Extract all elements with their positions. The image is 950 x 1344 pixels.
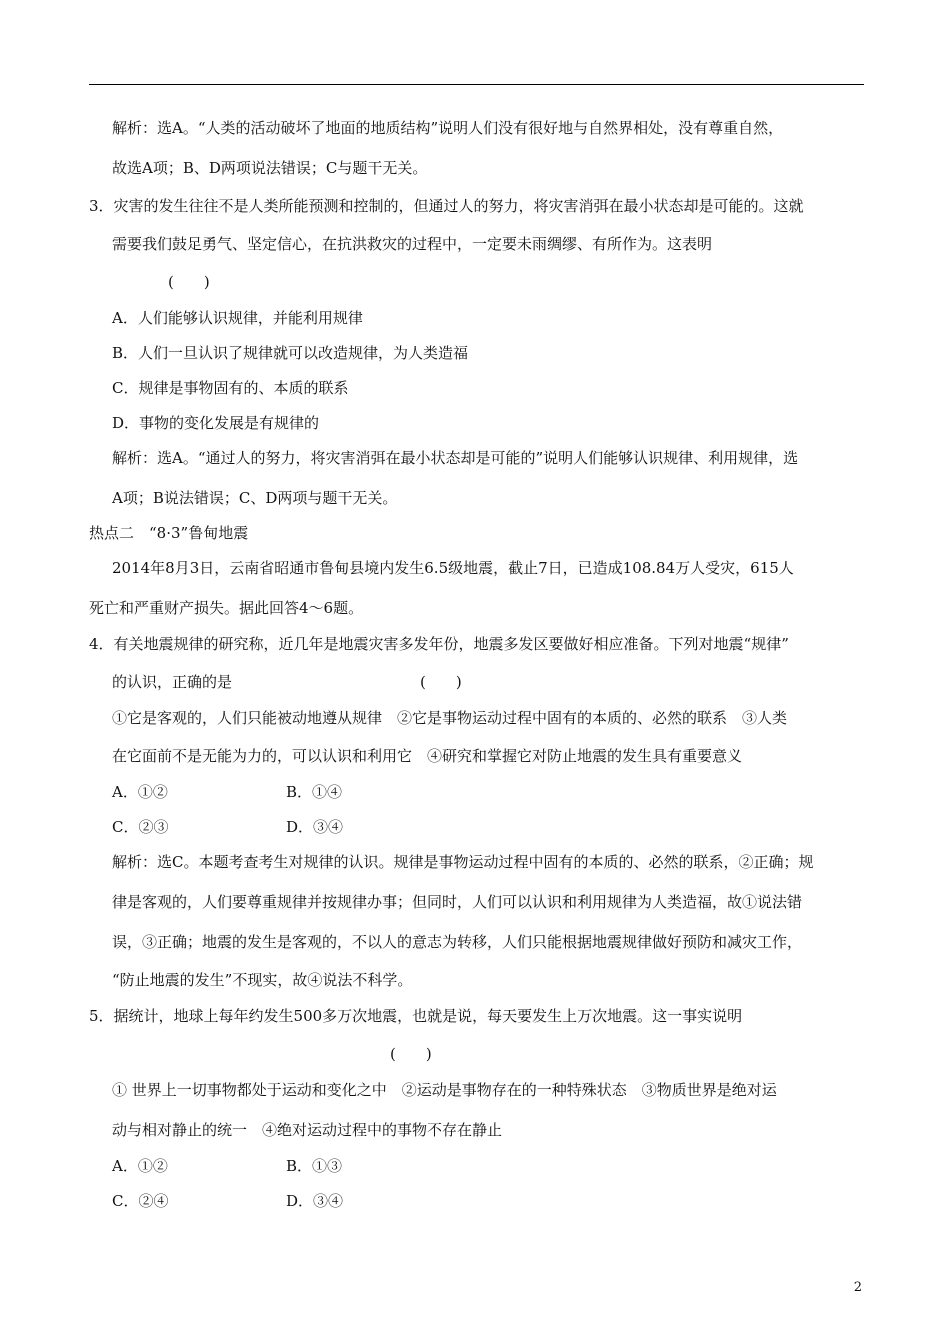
option-a: A．①② bbox=[112, 1157, 168, 1175]
option-d: D．③④ bbox=[286, 1192, 344, 1210]
option-c: C．规律是事物固有的、本质的联系 bbox=[112, 379, 349, 397]
analysis-4-line-4: “防止地震的发生”不现实，故④说法不科学。 bbox=[112, 971, 413, 989]
analysis-3-line-2: A项；B说法错误；C、D两项与题干无关。 bbox=[112, 489, 398, 507]
question-3-stem-line-1: 3．灾害的发生往往不是人类所能预测和控制的，但通过人的努力，将灾害消弭在最小状态却是可能的。这就 bbox=[89, 197, 804, 215]
option-d: D．③④ bbox=[286, 818, 344, 836]
option-b: B．人们一旦认识了规律就可以改造规律，为人类造福 bbox=[112, 344, 469, 362]
option-d: D．事物的变化发展是有规律的 bbox=[112, 414, 320, 432]
question-4-stem-line-1: 4．有关地震规律的研究称，近几年是地震灾害多发年份，地震多发区要做好相应准备。下列对地震“规律” bbox=[89, 635, 789, 653]
answer-blank: ( ) bbox=[390, 1045, 432, 1063]
analysis-3-line-1: 解析：选A。“通过人的努力，将灾害消弭在最小状态却是可能的”说明人们能够认识规律、利用规律，选 bbox=[112, 449, 799, 467]
answer-blank: ( ) bbox=[168, 273, 210, 291]
background-line-1: 2014年8月3日，云南省昭通市鲁甸县境内发生6.5级地震，截止7日，已造成108.84万人受灾，615人 bbox=[112, 559, 794, 577]
question-5-stem: 5．据统计，地球上每年约发生500多万次地震，也就是说，每天要发生上万次地震。这一事实说明 bbox=[89, 1007, 743, 1025]
question-3-stem-line-2: 需要我们鼓足勇气、坚定信心，在抗洪救灾的过程中，一定要未雨绸缪、有所作为。这表明 bbox=[112, 235, 713, 253]
option-a: A．①② bbox=[112, 783, 168, 801]
analysis-2-line-1: 解析：选A。“人类的活动破坏了地面的地质结构”说明人们没有很好地与自然界相处，没有尊重自然， bbox=[112, 119, 784, 137]
statements-line-1: ①它是客观的，人们只能被动地遵从规律 ②它是事物运动过程中固有的本质的、必然的联系 ③人类 bbox=[112, 709, 788, 727]
option-c: C．②④ bbox=[112, 1192, 169, 1210]
option-b: B．①④ bbox=[286, 783, 343, 801]
statements-line-1: ① 世界上一切事物都处于运动和变化之中 ②运动是事物存在的一种特殊状态 ③物质世界是绝对运 bbox=[112, 1081, 777, 1099]
question-4-stem-line-2: 的认识，正确的是 bbox=[112, 673, 233, 691]
header-rule bbox=[89, 84, 864, 85]
analysis-4-line-1: 解析：选C。本题考查考生对规律的认识。规律是事物运动过程中固有的本质的、必然的联系，②正确；规 bbox=[112, 853, 814, 871]
background-line-2: 死亡和严重财产损失。据此回答4～6题。 bbox=[89, 599, 364, 617]
option-c: C．②③ bbox=[112, 818, 169, 836]
option-b: B．①③ bbox=[286, 1157, 343, 1175]
statements-line-2: 动与相对静止的统一 ④绝对运动过程中的事物不存在静止 bbox=[112, 1121, 503, 1139]
option-a: A．人们能够认识规律，并能利用规律 bbox=[112, 309, 363, 327]
statements-line-2: 在它面前不是无能为力的，可以认识和利用它 ④研究和掌握它对防止地震的发生具有重要意义 bbox=[112, 747, 743, 765]
analysis-2-line-2: 故选A项；B、D两项说法错误；C与题干无关。 bbox=[112, 159, 428, 177]
page-number: 2 bbox=[853, 1280, 862, 1295]
section-heading: 热点二 “8·3”鲁甸地震 bbox=[89, 524, 249, 542]
analysis-4-line-2: 律是客观的，人们要尊重规律并按规律办事；但同时，人们可以认识和利用规律为人类造福，故①说法错 bbox=[112, 893, 803, 911]
analysis-4-line-3: 误，③正确；地震的发生是客观的，不以人的意志为转移，人们只能根据地震规律做好预防和减灾工作， bbox=[112, 933, 803, 951]
answer-blank: ( ) bbox=[420, 673, 462, 691]
